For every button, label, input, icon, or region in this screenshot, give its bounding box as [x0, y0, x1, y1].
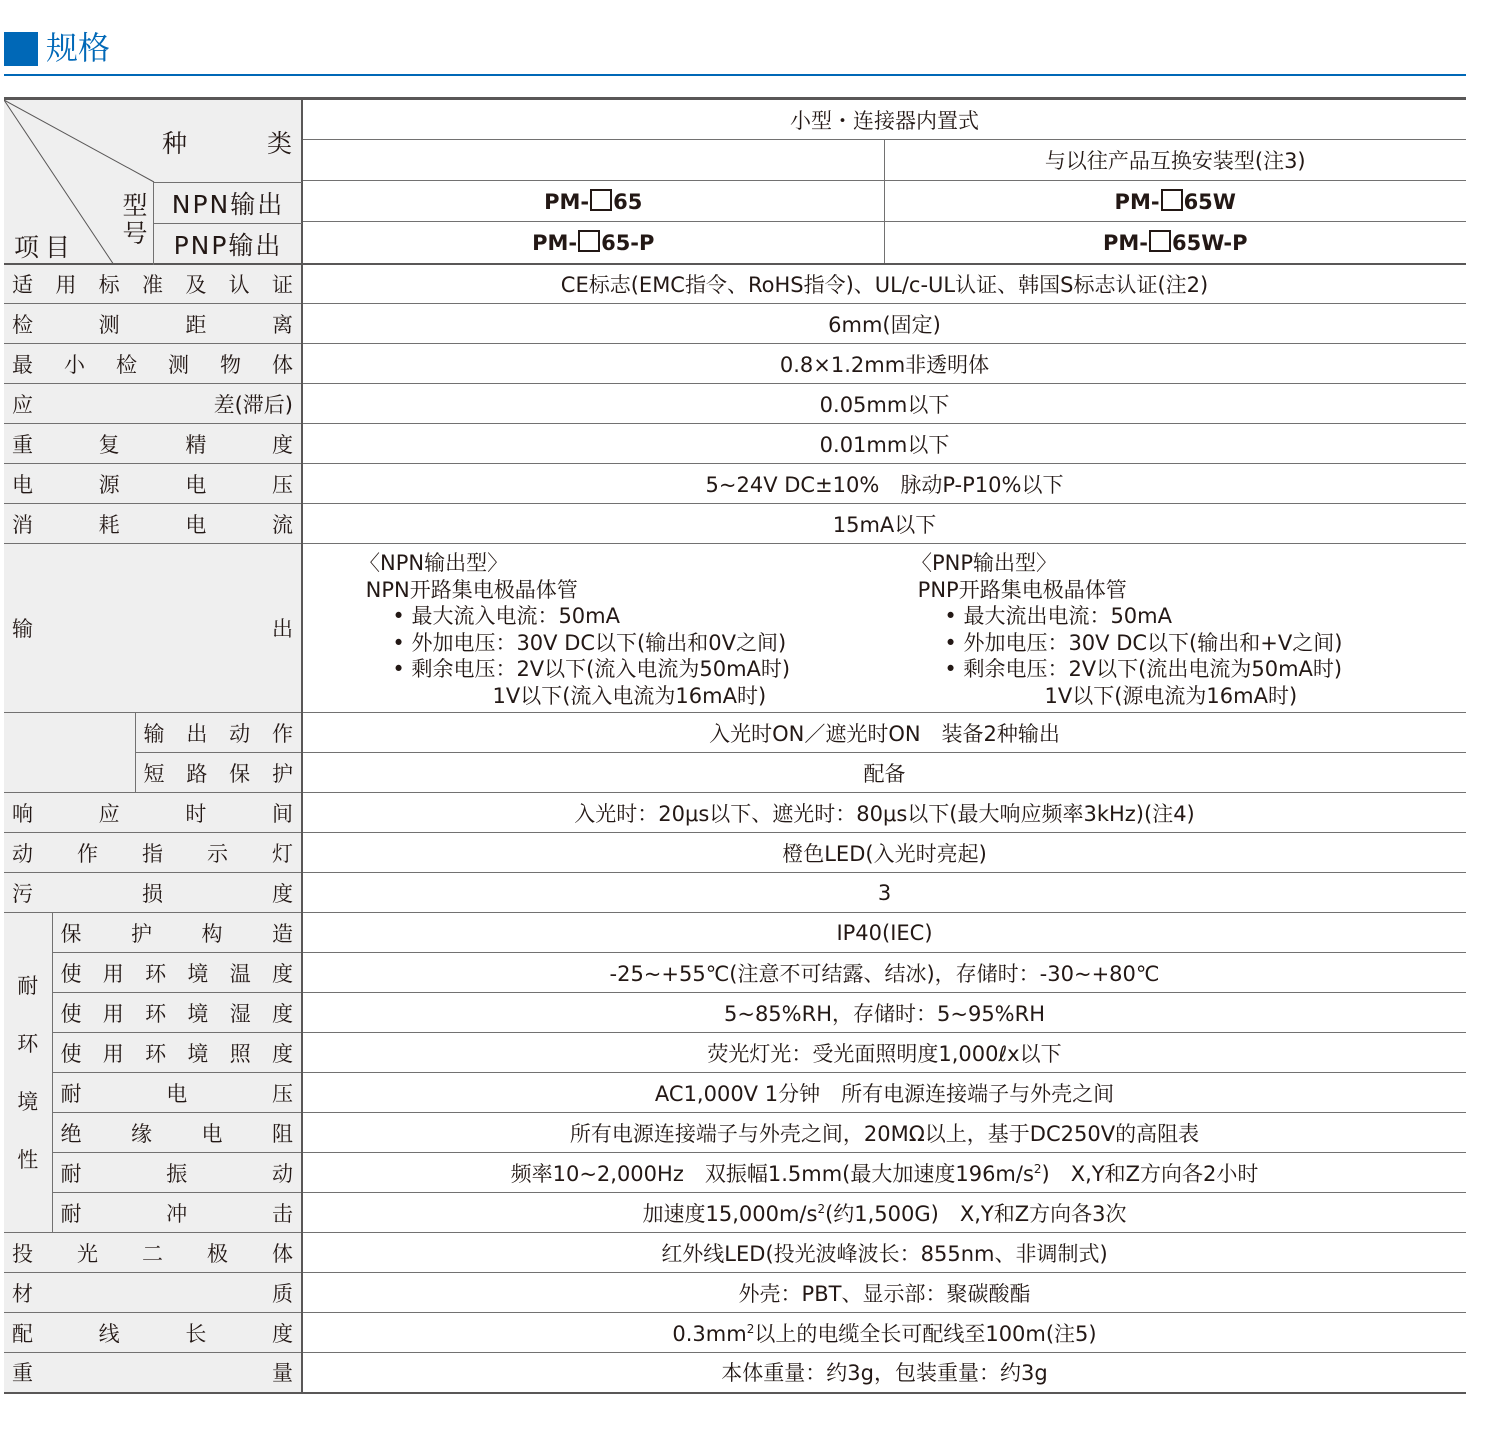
row-pollution: [4, 873, 1466, 913]
row-min-object: [4, 344, 1466, 384]
value-pollution: 3: [302, 873, 1466, 913]
value-material: 外壳：PBT、显示部：聚碳酸酯: [302, 1273, 1466, 1313]
row-hysteresis: [4, 384, 1466, 424]
label-vibration: 耐 振 动: [52, 1153, 302, 1193]
row-supply-voltage: [4, 464, 1466, 504]
label-temperature: 使 用 环 境 温 度: [52, 953, 302, 993]
blank-box-icon: [1161, 189, 1183, 211]
output-pnp-details: 〈PNP输出型〉 PNP开路集电极晶体管 • 最大流出电流：50mA • 外加电压：30V DC以下(输出和+V之间) • 剩余电压：2V以下(流出电流为50mA时) 1V以下(源电流为16mA时): [911, 551, 1343, 708]
value-output: [302, 544, 1466, 713]
row-insulation: [4, 1113, 1466, 1153]
type-sub-heading: 与以往产品互换安装型(注3): [884, 140, 1466, 181]
label-indicator: 动 作 指 示 灯: [4, 833, 302, 873]
value-shock: 加速度$15,000m/s^2$(约1,500G) X,Y和Z方向各3次: [302, 1193, 1466, 1233]
row-temperature: [4, 953, 1466, 993]
row-indicator: [4, 833, 1466, 873]
label-shock: 耐 冲 击: [52, 1193, 302, 1233]
label-protection: 保 护 构 造: [52, 913, 302, 953]
value-insulation: 所有电源连接端子与外壳之间，20MΩ以上，基于DC250V的高阻表: [302, 1113, 1466, 1153]
env-group-label: 耐 环 境 性: [4, 913, 52, 1233]
model-npn-standard: PM- 65: [302, 181, 884, 222]
row-material: [4, 1273, 1466, 1313]
label-withstand-voltage: 耐 电 压: [52, 1073, 302, 1113]
value-output-operation: 入光时ON／遮光时ON 装备2种输出: [302, 713, 1466, 753]
header-model-label: 型号: [122, 191, 148, 248]
label-pollution: 污 损 度: [4, 873, 302, 913]
blank-box-icon: [1149, 230, 1171, 252]
label-standards: 适 用 标 准 及 认 证: [4, 264, 302, 304]
row-illuminance: [4, 1033, 1466, 1073]
value-vibration: 频率10~2,000Hz 双振幅1.5mm(最大加速度$196m/s^2$) X,Y和Z方向各2小时: [302, 1153, 1466, 1193]
label-output: 输 出: [4, 544, 302, 713]
value-min-object: 0.8×1.2mm非透明体: [302, 344, 1466, 384]
value-illuminance: 荧光灯光：受光面照明度1,000ℓx以下: [302, 1033, 1466, 1073]
label-repeatability: 重 复 精 度: [4, 424, 302, 464]
row-distance: [4, 304, 1466, 344]
label-insulation: 绝 缘 电 阻: [52, 1113, 302, 1153]
row-short-circuit: [4, 753, 1466, 793]
label-humidity: 使 用 环 境 湿 度: [52, 993, 302, 1033]
value-withstand-voltage: AC1,000V 1分钟 所有电源连接端子与外壳之间: [302, 1073, 1466, 1113]
blank-box-icon: [578, 230, 600, 252]
row-repeatability: [4, 424, 1466, 464]
model-pnp-compatible: PM- 65W-P: [884, 222, 1466, 264]
section-marker-square: [4, 32, 38, 66]
label-emitter: 投 光 二 极 体: [4, 1233, 302, 1273]
value-protection: IP40(IEC): [302, 913, 1466, 953]
row-humidity: [4, 993, 1466, 1033]
row-output-operation: [4, 713, 1466, 753]
value-repeatability: 0.01mm以下: [302, 424, 1466, 464]
value-temperature: -25~+55℃(注意不可结露、结冰)，存储时：-30~+80℃: [302, 953, 1466, 993]
label-cable: 配 线 长 度: [4, 1313, 302, 1353]
value-emitter: 红外线LED(投光波峰波长：855nm、非调制式): [302, 1233, 1466, 1273]
label-weight: 重 量: [4, 1353, 302, 1393]
value-current: 15mA以下: [302, 504, 1466, 544]
row-emitter: [4, 1233, 1466, 1273]
label-current: 消 耗 电 流: [4, 504, 302, 544]
value-distance: 6mm(固定): [302, 304, 1466, 344]
value-supply-voltage: 5~24V DC±10% 脉动P-P10%以下: [302, 464, 1466, 504]
model-npn-compatible: PM- 65W: [884, 181, 1466, 222]
value-standards: CE标志(EMC指令、RoHS指令)、UL/c-UL认证、韩国S标志认证(注2): [302, 264, 1466, 304]
model-pnp-standard: PM- 65-P: [302, 222, 884, 264]
row-weight: [4, 1353, 1466, 1393]
row-cable: [4, 1313, 1466, 1353]
output-sub-indent: [4, 713, 135, 793]
blank-box-icon: [590, 189, 612, 211]
label-material: 材 质: [4, 1273, 302, 1313]
label-illuminance: 使 用 环 境 照 度: [52, 1033, 302, 1073]
header-corner-cell: [4, 99, 302, 264]
label-output-operation: 输 出 动 作: [135, 713, 302, 753]
value-indicator: 橙色LED(入光时亮起): [302, 833, 1466, 873]
label-short-circuit: 短 路 保 护: [135, 753, 302, 793]
label-hysteresis: 应 差(滞后): [4, 384, 302, 424]
row-output: [4, 544, 1466, 713]
header-kind-label: 种 类: [162, 129, 292, 158]
output-npn-details: 〈NPN输出型〉 NPN开路集电极晶体管 • 最大流入电流：50mA • 外加电压：30V DC以下(输出和0V之间) • 剩余电压：2V以下(流入电流为50mA时) 1V以下(流入电流为16mA时): [359, 551, 791, 708]
header-pnp-output-label: PNP输出: [153, 223, 302, 265]
label-supply-voltage: 电 源 电 压: [4, 464, 302, 504]
type-main-heading: 小型・连接器内置式: [302, 99, 1466, 140]
label-distance: 检 测 距 离: [4, 304, 302, 344]
label-min-object: 最 小 检 测 物 体: [4, 344, 302, 384]
spec-table: [4, 97, 1466, 1394]
label-response: 响 应 时 间: [4, 793, 302, 833]
row-current: [4, 504, 1466, 544]
value-humidity: 5~85%RH，存储时：5~95%RH: [302, 993, 1466, 1033]
header-npn-output-label: NPN输出: [153, 182, 302, 224]
row-vibration: [4, 1153, 1466, 1193]
section-header: [4, 28, 1466, 76]
header-item-label: 项目: [14, 233, 77, 262]
value-cable: $0.3mm^2$以上的电缆全长可配线至100m(注5): [302, 1313, 1466, 1353]
value-weight: 本体重量：约3g，包装重量：约3g: [302, 1353, 1466, 1393]
row-protection: [4, 913, 1466, 953]
value-short-circuit: 配备: [302, 753, 1466, 793]
value-hysteresis: 0.05mm以下: [302, 384, 1466, 424]
section-title: 规格: [46, 29, 111, 67]
value-response: 入光时：20μs以下、遮光时：80μs以下(最大响应频率3kHz)(注4): [302, 793, 1466, 833]
row-withstand-voltage: [4, 1073, 1466, 1113]
row-standards: [4, 264, 1466, 304]
row-shock: [4, 1193, 1466, 1233]
type-blank-cell: [302, 140, 884, 181]
row-response: [4, 793, 1466, 833]
